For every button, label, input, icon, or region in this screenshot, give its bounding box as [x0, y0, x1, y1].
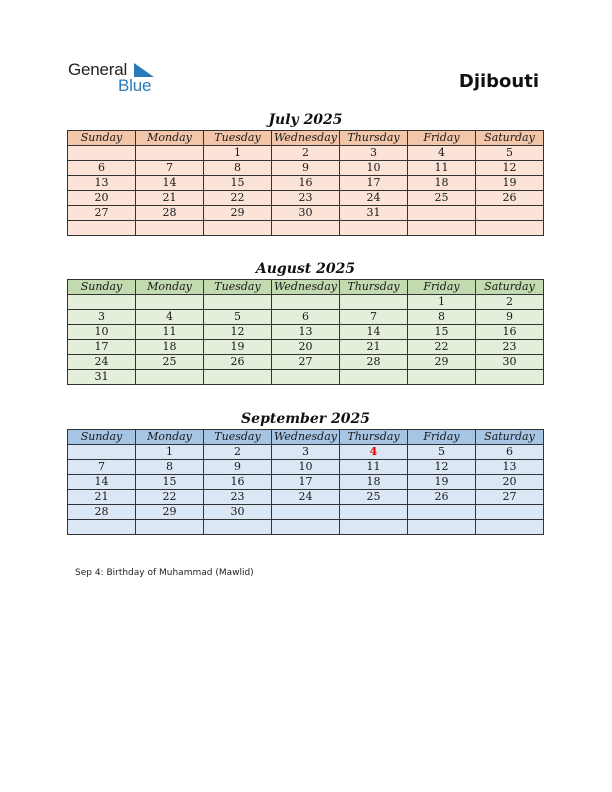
day-cell [204, 370, 272, 385]
day-cell: 25 [408, 191, 476, 206]
weekday-header: Thursday [340, 280, 408, 295]
day-cell: 1 [408, 295, 476, 310]
week-row [68, 520, 544, 535]
day-cell [408, 221, 476, 236]
week-row [68, 146, 544, 161]
day-cell: 10 [272, 460, 340, 475]
day-cell [204, 295, 272, 310]
day-cell: 9 [204, 460, 272, 475]
day-cell: 25 [340, 490, 408, 505]
day-cell: 27 [476, 490, 544, 505]
holiday-note: Sep 4: Birthday of Muhammad (Mawlid) [75, 568, 254, 578]
day-cell: 17 [272, 475, 340, 490]
week-row [68, 460, 544, 475]
day-cell: 17 [340, 176, 408, 191]
day-cell [476, 206, 544, 221]
week-row [68, 325, 544, 340]
week-row [68, 191, 544, 206]
day-cell [340, 520, 408, 535]
weekday-header: Monday [136, 131, 204, 146]
day-cell: 29 [408, 355, 476, 370]
day-cell [408, 520, 476, 535]
day-cell [136, 146, 204, 161]
day-cell: 30 [272, 206, 340, 221]
day-cell [136, 370, 204, 385]
day-cell: 20 [68, 191, 136, 206]
day-cell: 4 [340, 445, 408, 460]
day-cell [204, 520, 272, 535]
day-cell: 23 [476, 340, 544, 355]
day-cell: 12 [476, 161, 544, 176]
week-row [68, 206, 544, 221]
week-row [68, 221, 544, 236]
day-cell [272, 295, 340, 310]
day-cell: 24 [340, 191, 408, 206]
day-cell: 18 [136, 340, 204, 355]
day-cell: 17 [68, 340, 136, 355]
week-row [68, 490, 544, 505]
day-cell: 6 [476, 445, 544, 460]
day-cell: 16 [476, 325, 544, 340]
day-cell [136, 295, 204, 310]
week-row [68, 505, 544, 520]
weekday-header: Wednesday [272, 430, 340, 445]
month-title: August 2025 [255, 261, 356, 277]
weekday-header: Saturday [476, 430, 544, 445]
day-cell [68, 295, 136, 310]
day-cell: 19 [204, 340, 272, 355]
day-cell: 16 [204, 475, 272, 490]
calendar-table [67, 279, 544, 385]
weekday-header: Tuesday [204, 430, 272, 445]
day-cell: 1 [136, 445, 204, 460]
day-cell: 23 [204, 490, 272, 505]
month-title: July 2025 [268, 112, 343, 128]
weekday-header: Sunday [68, 131, 136, 146]
day-cell [340, 370, 408, 385]
day-cell: 9 [476, 310, 544, 325]
day-cell: 3 [68, 310, 136, 325]
week-row [68, 340, 544, 355]
week-row [68, 445, 544, 460]
day-cell [408, 505, 476, 520]
day-cell: 2 [272, 146, 340, 161]
day-cell: 18 [340, 475, 408, 490]
day-cell: 30 [204, 505, 272, 520]
day-cell: 8 [204, 161, 272, 176]
day-cell: 22 [408, 340, 476, 355]
day-cell: 14 [340, 325, 408, 340]
day-cell: 20 [272, 340, 340, 355]
day-cell: 31 [340, 206, 408, 221]
day-cell: 16 [272, 176, 340, 191]
weekday-header: Friday [408, 280, 476, 295]
week-row [68, 176, 544, 191]
weekday-header: Sunday [68, 430, 136, 445]
day-cell: 10 [68, 325, 136, 340]
weekday-header: Wednesday [272, 280, 340, 295]
month-title: September 2025 [241, 411, 370, 427]
day-cell: 8 [136, 460, 204, 475]
day-cell: 28 [68, 505, 136, 520]
day-cell: 29 [204, 206, 272, 221]
day-cell: 26 [476, 191, 544, 206]
day-cell: 27 [68, 206, 136, 221]
day-cell [476, 505, 544, 520]
day-cell: 19 [476, 176, 544, 191]
day-cell: 6 [272, 310, 340, 325]
day-cell: 14 [136, 176, 204, 191]
day-cell: 11 [136, 325, 204, 340]
weekday-header: Thursday [340, 430, 408, 445]
day-cell: 30 [476, 355, 544, 370]
weekday-header: Tuesday [204, 280, 272, 295]
weekday-header: Monday [136, 280, 204, 295]
month-august [67, 260, 544, 385]
day-cell: 15 [136, 475, 204, 490]
day-cell: 7 [136, 161, 204, 176]
calendar-table [67, 429, 544, 535]
day-cell: 27 [272, 355, 340, 370]
day-cell [408, 206, 476, 221]
day-cell [68, 445, 136, 460]
day-cell: 18 [408, 176, 476, 191]
week-row [68, 310, 544, 325]
day-cell: 13 [476, 460, 544, 475]
day-cell [340, 221, 408, 236]
weekday-header: Thursday [340, 131, 408, 146]
day-cell: 7 [340, 310, 408, 325]
month-september [67, 410, 544, 535]
day-cell [136, 221, 204, 236]
day-cell [68, 221, 136, 236]
day-cell: 2 [476, 295, 544, 310]
day-cell: 6 [68, 161, 136, 176]
day-cell [272, 221, 340, 236]
day-cell [272, 370, 340, 385]
day-cell: 29 [136, 505, 204, 520]
weekday-header: Monday [136, 430, 204, 445]
day-cell: 11 [408, 161, 476, 176]
week-row [68, 475, 544, 490]
day-cell: 12 [408, 460, 476, 475]
day-cell: 19 [408, 475, 476, 490]
calendar-table [67, 130, 544, 236]
day-cell [476, 520, 544, 535]
day-cell [476, 221, 544, 236]
day-cell: 4 [136, 310, 204, 325]
day-cell: 12 [204, 325, 272, 340]
day-cell: 8 [408, 310, 476, 325]
day-cell: 21 [68, 490, 136, 505]
day-cell: 28 [340, 355, 408, 370]
day-cell: 2 [204, 445, 272, 460]
week-row [68, 295, 544, 310]
day-cell: 5 [476, 146, 544, 161]
weekday-header: Saturday [476, 131, 544, 146]
day-cell: 24 [272, 490, 340, 505]
logo-general-text: General [68, 60, 128, 79]
day-cell: 25 [136, 355, 204, 370]
day-cell: 20 [476, 475, 544, 490]
day-cell [340, 505, 408, 520]
day-cell: 21 [136, 191, 204, 206]
week-row [68, 355, 544, 370]
day-cell: 24 [68, 355, 136, 370]
weekday-header: Saturday [476, 280, 544, 295]
weekday-header: Friday [408, 430, 476, 445]
day-cell [408, 370, 476, 385]
day-cell [272, 505, 340, 520]
day-cell: 22 [204, 191, 272, 206]
day-cell: 13 [68, 176, 136, 191]
day-cell [476, 370, 544, 385]
logo-blue-text: Blue [118, 76, 152, 95]
day-cell: 5 [204, 310, 272, 325]
day-cell: 3 [340, 146, 408, 161]
day-cell: 28 [136, 206, 204, 221]
day-cell: 7 [68, 460, 136, 475]
weekday-header: Tuesday [204, 131, 272, 146]
country-title: Djibouti [458, 71, 539, 92]
day-cell [340, 295, 408, 310]
day-cell: 22 [136, 490, 204, 505]
day-cell: 5 [408, 445, 476, 460]
week-row [68, 370, 544, 385]
week-row [68, 161, 544, 176]
day-cell: 31 [68, 370, 136, 385]
day-cell: 1 [204, 146, 272, 161]
day-cell: 10 [340, 161, 408, 176]
day-cell [136, 520, 204, 535]
day-cell: 23 [272, 191, 340, 206]
day-cell: 3 [272, 445, 340, 460]
day-cell: 9 [272, 161, 340, 176]
month-july [67, 111, 544, 236]
day-cell: 4 [408, 146, 476, 161]
day-cell [68, 146, 136, 161]
day-cell: 14 [68, 475, 136, 490]
day-cell: 21 [340, 340, 408, 355]
weekday-header: Friday [408, 131, 476, 146]
logo-triangle-icon [134, 63, 154, 77]
day-cell [272, 520, 340, 535]
weekday-header: Sunday [68, 280, 136, 295]
day-cell: 11 [340, 460, 408, 475]
day-cell: 13 [272, 325, 340, 340]
day-cell [68, 520, 136, 535]
day-cell: 26 [204, 355, 272, 370]
day-cell: 15 [408, 325, 476, 340]
logo [68, 60, 158, 96]
day-cell: 15 [204, 176, 272, 191]
weekday-header: Wednesday [272, 131, 340, 146]
day-cell: 26 [408, 490, 476, 505]
day-cell [204, 221, 272, 236]
